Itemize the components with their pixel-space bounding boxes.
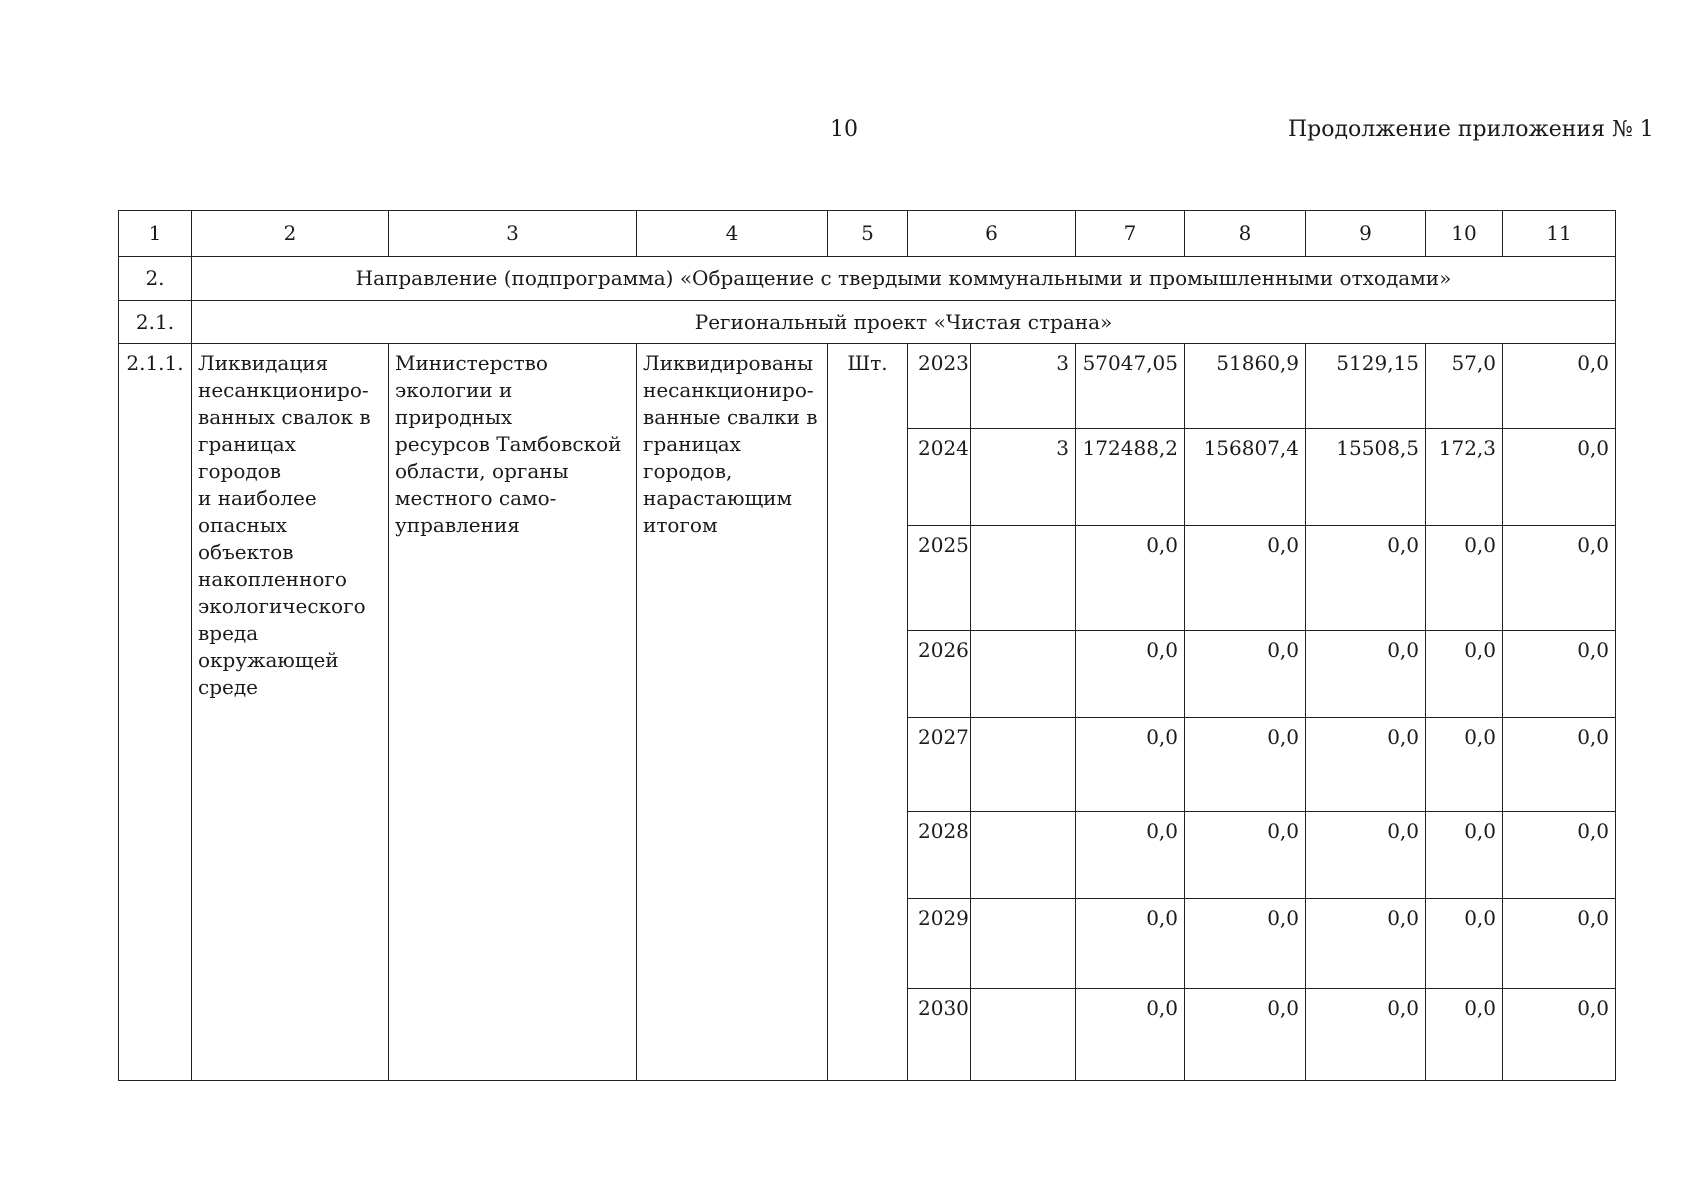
year-cell: 2025 — [908, 526, 971, 631]
item-event: Ликвидация несанкциониро- ванных свалок в границах городов и наиболее опасных объектов накопленного экологического вреда окружающей среде — [192, 344, 389, 1081]
indicator-value-cell — [971, 812, 1076, 899]
col-number: 4 — [637, 211, 828, 257]
section-row — [119, 257, 1616, 301]
finance-col10-cell: 0,0 — [1426, 899, 1503, 989]
finance-col8-cell: 0,0 — [1185, 718, 1306, 812]
finance-col10-cell: 0,0 — [1426, 718, 1503, 812]
finance-col8-cell: 0,0 — [1185, 812, 1306, 899]
col-number: 6 — [908, 211, 1076, 257]
col-number: 7 — [1076, 211, 1185, 257]
col-number: 11 — [1503, 211, 1616, 257]
year-row — [119, 344, 1616, 429]
item-responsible: Министерство экологии и природных ресурсов Тамбовской области, органы местного само- управления — [389, 344, 637, 1081]
finance-col7-cell: 0,0 — [1076, 812, 1185, 899]
finance-col8-cell: 51860,9 — [1185, 344, 1306, 429]
year-cell: 2027 — [908, 718, 971, 812]
finance-col7-cell: 0,0 — [1076, 526, 1185, 631]
finance-col9-cell: 5129,15 — [1306, 344, 1426, 429]
finance-col8-cell: 0,0 — [1185, 899, 1306, 989]
indicator-value-cell — [971, 526, 1076, 631]
year-cell: 2026 — [908, 631, 971, 718]
item-indicator: Ликвидированы несанкциониро- ванные свалки в границах городов, нарастающим итогом — [637, 344, 828, 1081]
indicator-value-cell — [971, 989, 1076, 1081]
project-title: Региональный проект «Чистая страна» — [192, 301, 1616, 344]
finance-col10-cell: 0,0 — [1426, 631, 1503, 718]
project-row — [119, 301, 1616, 344]
finance-col10-cell: 57,0 — [1426, 344, 1503, 429]
finance-col8-cell: 0,0 — [1185, 989, 1306, 1081]
finance-col11-cell: 0,0 — [1503, 812, 1616, 899]
indicator-value-cell — [971, 899, 1076, 989]
year-cell: 2028 — [908, 812, 971, 899]
indicator-value-cell: 3 — [971, 344, 1076, 429]
indicator-value-cell: 3 — [971, 429, 1076, 526]
year-cell: 2030 — [908, 989, 971, 1081]
finance-col10-cell: 0,0 — [1426, 812, 1503, 899]
finance-col8-cell: 156807,4 — [1185, 429, 1306, 526]
finance-col11-cell: 0,0 — [1503, 631, 1616, 718]
year-cell: 2024 — [908, 429, 971, 526]
appendix-note: Продолжение приложения № 1 — [1288, 117, 1654, 142]
finance-col11-cell: 0,0 — [1503, 718, 1616, 812]
finance-col8-cell: 0,0 — [1185, 526, 1306, 631]
year-cell: 2023 — [908, 344, 971, 429]
col-number: 9 — [1306, 211, 1426, 257]
item-number: 2.1.1. — [119, 344, 192, 1081]
finance-col9-cell: 0,0 — [1306, 899, 1426, 989]
col-number: 5 — [828, 211, 908, 257]
col-number: 3 — [389, 211, 637, 257]
col-number: 8 — [1185, 211, 1306, 257]
finance-col8-cell: 0,0 — [1185, 631, 1306, 718]
finance-col9-cell: 0,0 — [1306, 718, 1426, 812]
finance-col9-cell: 0,0 — [1306, 631, 1426, 718]
finance-col10-cell: 0,0 — [1426, 989, 1503, 1081]
finance-col7-cell: 0,0 — [1076, 718, 1185, 812]
program-table — [118, 210, 1616, 1081]
section-title: Направление (подпрограмма) «Обращение с твердыми коммунальными и промышленными отходами» — [192, 257, 1616, 301]
finance-col11-cell: 0,0 — [1503, 899, 1616, 989]
col-number: 2 — [192, 211, 389, 257]
col-number: 1 — [119, 211, 192, 257]
year-cell: 2029 — [908, 899, 971, 989]
section-number: 2. — [119, 257, 192, 301]
finance-col7-cell: 172488,2 — [1076, 429, 1185, 526]
finance-col10-cell: 0,0 — [1426, 526, 1503, 631]
finance-col11-cell: 0,0 — [1503, 429, 1616, 526]
finance-col11-cell: 0,0 — [1503, 344, 1616, 429]
column-numbers-row — [119, 211, 1616, 257]
indicator-value-cell — [971, 631, 1076, 718]
finance-col11-cell: 0,0 — [1503, 526, 1616, 631]
finance-col7-cell: 0,0 — [1076, 989, 1185, 1081]
finance-col9-cell: 0,0 — [1306, 526, 1426, 631]
page-number: 10 — [830, 117, 858, 142]
indicator-value-cell — [971, 718, 1076, 812]
finance-col9-cell: 0,0 — [1306, 812, 1426, 899]
finance-col7-cell: 0,0 — [1076, 631, 1185, 718]
finance-col9-cell: 15508,5 — [1306, 429, 1426, 526]
finance-col11-cell: 0,0 — [1503, 989, 1616, 1081]
finance-col7-cell: 0,0 — [1076, 899, 1185, 989]
project-number: 2.1. — [119, 301, 192, 344]
col-number: 10 — [1426, 211, 1503, 257]
finance-col9-cell: 0,0 — [1306, 989, 1426, 1081]
finance-col7-cell: 57047,05 — [1076, 344, 1185, 429]
item-unit: Шт. — [828, 344, 908, 1081]
finance-col10-cell: 172,3 — [1426, 429, 1503, 526]
